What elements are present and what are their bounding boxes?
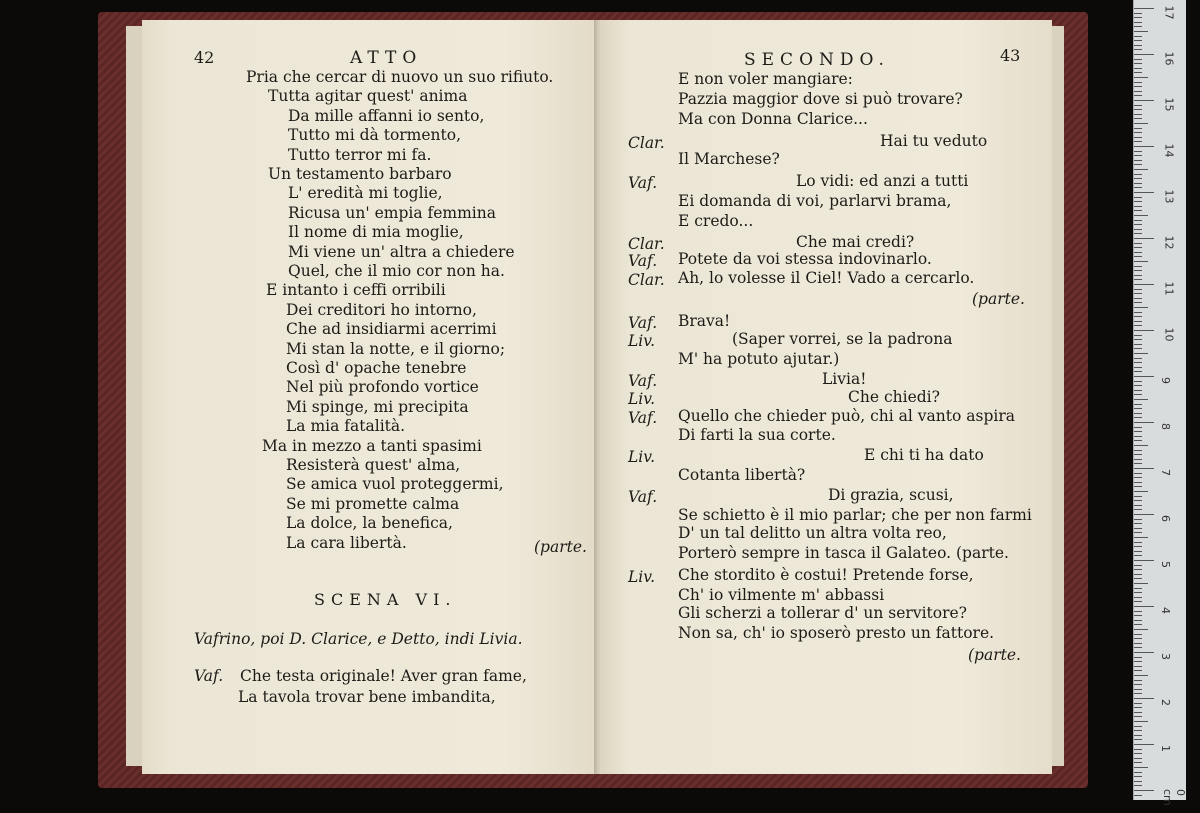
ruler-number: 2	[1159, 699, 1172, 706]
speaker-label: Vaf.	[628, 314, 658, 332]
verse-line: Un testamento barbaro	[268, 165, 452, 183]
ruler-tick	[1134, 233, 1142, 234]
ruler-tick	[1134, 17, 1142, 18]
ruler-tick	[1134, 417, 1142, 418]
ruler-tick	[1134, 362, 1142, 363]
ruler-tick	[1134, 155, 1142, 156]
dialogue-line: Che stordito è costui! Pretende forse,	[678, 566, 974, 584]
dialogue-line: Che chiedi?	[848, 388, 940, 406]
ruler-tick	[1134, 643, 1142, 644]
ruler-tick	[1134, 537, 1148, 538]
ruler-tick	[1134, 519, 1142, 520]
dialogue-line: Non sa, ch' io sposerò presto un fattore.	[678, 624, 995, 642]
ruler-tick	[1134, 8, 1154, 9]
ruler-tick	[1134, 54, 1154, 55]
exit-note: (parte.	[972, 290, 1025, 308]
ruler-tick	[1134, 758, 1142, 759]
ruler-tick	[1134, 238, 1154, 239]
ruler-tick	[1134, 146, 1154, 147]
ruler-tick	[1134, 601, 1142, 602]
ruler-tick	[1134, 381, 1142, 382]
ruler-tick	[1134, 13, 1142, 14]
speaker-label: Clar.	[628, 271, 665, 289]
speaker-label: Liv.	[628, 390, 656, 408]
ruler-tick	[1134, 551, 1142, 552]
ruler-tick	[1134, 413, 1142, 414]
speaker-label: Liv.	[628, 332, 656, 350]
ruler-tick	[1134, 59, 1142, 60]
speaker-label: Liv.	[628, 568, 656, 586]
ruler-tick	[1134, 703, 1142, 704]
ruler-tick	[1134, 440, 1142, 441]
ruler-tick	[1134, 477, 1142, 478]
ruler-number: 17	[1162, 5, 1176, 20]
ruler-tick	[1134, 670, 1142, 671]
ruler-tick	[1134, 473, 1142, 474]
ruler-tick	[1134, 36, 1142, 37]
ruler-tick	[1134, 689, 1142, 690]
ruler-tick	[1134, 744, 1154, 745]
dialogue-line: M' ha potuto ajutar.)	[678, 350, 840, 368]
ruler-number: 14	[1162, 143, 1176, 158]
ruler-tick	[1134, 546, 1142, 547]
ruler-tick	[1134, 772, 1142, 773]
verse-line: Pria che cercar di nuovo un suo rifiuto.	[246, 68, 554, 86]
verse-line: Che ad insidiarmi acerrimi	[286, 320, 497, 339]
ruler-tick	[1134, 371, 1142, 372]
dialogue-line: (Saper vorrei, se la padrona	[732, 330, 953, 348]
ruler-tick	[1134, 123, 1148, 124]
ruler-number: 15	[1162, 97, 1176, 112]
dialogue-line: Brava!	[678, 312, 731, 330]
ruler-tick	[1134, 698, 1154, 699]
ruler-tick	[1134, 31, 1148, 32]
ruler-number: 8	[1159, 423, 1172, 430]
ruler-tick	[1134, 532, 1142, 533]
running-head: SECONDO.	[744, 50, 890, 70]
scene-characters: Vafrino, poi D. Clarice, e Detto, indi Livia.	[194, 630, 523, 648]
page-number: 42	[194, 48, 215, 67]
measuring-ruler	[1133, 0, 1187, 806]
ruler-tick	[1134, 45, 1142, 46]
ruler-tick	[1134, 312, 1142, 313]
verse-line: La dolce, la benefica,	[286, 514, 453, 533]
ruler-tick	[1134, 187, 1142, 188]
dialogue-line: Hai tu veduto	[880, 132, 988, 150]
ruler-tick	[1134, 279, 1142, 280]
ruler-tick	[1134, 192, 1154, 193]
dialogue-line: Il Marchese?	[678, 150, 780, 168]
ruler-tick	[1134, 321, 1142, 322]
ruler-number: 10	[1162, 327, 1176, 342]
dialogue-line: Lo vidi: ed anzi a tutti	[796, 172, 969, 190]
ruler-tick	[1134, 367, 1142, 368]
ruler-tick	[1134, 256, 1142, 257]
verse-line: Il nome di mia moglie,	[288, 223, 464, 242]
ruler-tick	[1134, 325, 1142, 326]
dialogue-line: Cotanta libertà?	[678, 466, 806, 484]
ruler-tick	[1134, 289, 1142, 290]
ruler-tick	[1134, 353, 1148, 354]
ruler-number: 16	[1162, 51, 1176, 66]
ruler-number: 13	[1162, 189, 1176, 204]
ruler-tick	[1134, 652, 1154, 653]
verse-line: Dei creditori ho intorno,	[286, 300, 477, 319]
left-page	[142, 20, 598, 774]
speaker-label: Clar.	[628, 134, 665, 152]
ruler-tick	[1134, 583, 1148, 584]
ruler-tick	[1134, 647, 1142, 648]
ruler-tick	[1134, 445, 1148, 446]
ruler-tick	[1134, 302, 1142, 303]
ruler-tick	[1134, 500, 1142, 501]
exit-note: (parte.	[534, 538, 587, 556]
dialogue-line: Livia!	[822, 370, 867, 388]
verse-line: Se mi promette calma	[286, 494, 460, 513]
ruler-tick	[1134, 26, 1142, 27]
verse-line: Che testa originale! Aver gran fame,	[240, 667, 527, 685]
ruler-tick	[1134, 749, 1142, 750]
ruler-tick	[1134, 114, 1142, 115]
ruler-tick	[1134, 666, 1142, 667]
ruler-tick	[1134, 261, 1148, 262]
dialogue-line: Ei domanda di voi, parlarvi brama,	[678, 192, 952, 210]
ruler-tick	[1134, 675, 1148, 676]
ruler-tick	[1134, 712, 1142, 713]
ruler-tick	[1134, 514, 1154, 515]
ruler-tick	[1134, 505, 1142, 506]
ruler-tick	[1134, 468, 1154, 469]
ruler-tick	[1134, 463, 1142, 464]
ruler-tick	[1134, 592, 1142, 593]
verse-line: Ricusa un' empia femmina	[288, 203, 496, 222]
ruler-tick	[1134, 588, 1142, 589]
dialogue-line: E chi ti ha dato	[864, 446, 984, 464]
ruler-tick	[1134, 795, 1142, 796]
ruler-tick	[1134, 684, 1142, 685]
ruler-tick	[1134, 197, 1142, 198]
ruler-tick	[1134, 330, 1154, 331]
ruler-tick	[1134, 348, 1142, 349]
verse-line: Tutto terror mi fa.	[288, 145, 432, 164]
ruler-tick	[1134, 597, 1142, 598]
ruler-tick	[1134, 132, 1142, 133]
ruler-tick	[1134, 638, 1142, 639]
ruler-number: 9	[1159, 377, 1172, 384]
speaker-label: Vaf.	[628, 252, 658, 270]
ruler-tick	[1134, 183, 1142, 184]
page-number: 43	[1000, 46, 1021, 65]
ruler-number: 4	[1159, 607, 1172, 614]
verse-line: Tutta agitar quest' anima	[268, 87, 468, 106]
verse-line: Da mille affanni io sento,	[288, 106, 485, 125]
running-head: ATTO	[350, 48, 423, 68]
ruler-tick	[1134, 151, 1142, 152]
ruler-tick	[1134, 523, 1142, 524]
ruler-tick	[1134, 49, 1142, 50]
ruler-tick	[1134, 486, 1142, 487]
ruler-tick	[1134, 496, 1142, 497]
ruler-tick	[1134, 137, 1142, 138]
speaker-label: Clar.	[628, 235, 665, 253]
ruler-tick	[1134, 624, 1142, 625]
ruler-tick	[1134, 753, 1142, 754]
ruler-tick	[1134, 726, 1142, 727]
ruler-tick	[1134, 431, 1142, 432]
dialogue-line: Di farti la sua corte.	[678, 426, 836, 444]
ruler-number: 0 cm	[1161, 789, 1187, 806]
ruler-tick	[1134, 243, 1142, 244]
dialogue-line: Ah, lo volesse il Ciel! Vado a cercarlo.	[678, 269, 975, 287]
ruler-tick	[1134, 454, 1142, 455]
ruler-tick	[1134, 781, 1142, 782]
ruler-tick	[1134, 284, 1154, 285]
ruler-tick	[1134, 307, 1148, 308]
exit-note: (parte.	[968, 646, 1021, 664]
dialogue-line: Gli scherzi a tollerar d' un servitore?	[678, 604, 967, 622]
ruler-tick	[1134, 210, 1142, 211]
ruler-tick	[1134, 629, 1148, 630]
ruler-tick	[1134, 569, 1142, 570]
ruler-tick	[1134, 693, 1142, 694]
ruler-tick	[1134, 390, 1142, 391]
ruler-tick	[1134, 762, 1142, 763]
dialogue-line: Porterò sempre in tasca il Galateo. (parte.	[678, 544, 1009, 562]
dialogue-line: Quello che chieder può, chi al vanto aspira	[678, 407, 1015, 425]
ruler-tick	[1134, 427, 1142, 428]
ruler-tick	[1134, 86, 1142, 87]
ruler-number: 11	[1162, 281, 1176, 296]
right-page	[600, 20, 1052, 774]
ruler-tick	[1134, 459, 1142, 460]
ruler-number: 3	[1159, 653, 1172, 660]
ruler-tick	[1134, 77, 1148, 78]
verse-line: La cara libertà.	[286, 533, 407, 552]
dialogue-line: Se schietto è il mio parlar; che per non farmi	[678, 506, 1032, 524]
ruler-tick	[1134, 22, 1142, 23]
ruler-tick	[1134, 661, 1142, 662]
ruler-tick	[1134, 128, 1142, 129]
ruler-tick	[1134, 482, 1142, 483]
ruler-tick	[1134, 730, 1142, 731]
ruler-tick	[1134, 252, 1142, 253]
scene-heading: SCENA VI.	[314, 590, 457, 609]
ruler-tick	[1134, 169, 1148, 170]
ruler-tick	[1134, 528, 1142, 529]
ruler-tick	[1134, 215, 1148, 216]
ruler-tick	[1134, 63, 1142, 64]
ruler-tick	[1134, 266, 1142, 267]
verse-line: Resisterà quest' alma,	[286, 456, 461, 474]
ruler-tick	[1134, 270, 1142, 271]
ruler-tick	[1134, 201, 1142, 202]
speaker-label: Liv.	[628, 448, 656, 466]
ruler-tick	[1134, 615, 1142, 616]
ruler-tick	[1134, 224, 1142, 225]
dialogue-line: Ch' io vilmente m' abbassi	[678, 586, 885, 604]
ruler-tick	[1134, 578, 1142, 579]
ruler-tick	[1134, 776, 1142, 777]
ruler-tick	[1134, 40, 1142, 41]
dialogue-line: Che mai credi?	[796, 233, 915, 251]
dialogue-line: Ma con Donna Clarice...	[678, 110, 868, 128]
ruler-tick	[1134, 275, 1142, 276]
ruler-tick	[1134, 109, 1142, 110]
ruler-tick	[1134, 680, 1142, 681]
ruler-tick	[1134, 118, 1142, 119]
ruler-tick	[1134, 100, 1154, 101]
ruler-tick	[1134, 385, 1142, 386]
ruler-tick	[1134, 247, 1142, 248]
ruler-tick	[1134, 293, 1142, 294]
ruler-tick	[1134, 542, 1142, 543]
ruler-number: 6	[1159, 515, 1172, 522]
speaker-label: Vaf.	[628, 372, 658, 390]
ruler-tick	[1134, 716, 1142, 717]
ruler-number: 12	[1162, 235, 1176, 250]
ruler-tick	[1134, 721, 1148, 722]
ruler-tick	[1134, 422, 1154, 423]
ruler-number: 1	[1159, 745, 1172, 752]
dialogue-line: Pazzia maggior dove si può trovare?	[678, 90, 963, 108]
ruler-tick	[1134, 565, 1142, 566]
ruler-tick	[1134, 160, 1142, 161]
verse-line: Così d' opache tenebre	[286, 359, 467, 377]
dialogue-line: E non voler mangiare:	[678, 70, 853, 88]
ruler-tick	[1134, 82, 1142, 83]
verse-line: Ma in mezzo a tanti spasimi	[262, 436, 482, 455]
ruler-tick	[1134, 555, 1142, 556]
speaker-label: Vaf.	[628, 174, 658, 192]
ruler-tick	[1134, 178, 1142, 179]
ruler-tick	[1134, 220, 1142, 221]
ruler-tick	[1134, 91, 1142, 92]
dialogue-line: Di grazia, scusi,	[828, 486, 954, 504]
ruler-tick	[1134, 358, 1142, 359]
ruler-number: 5	[1159, 561, 1172, 568]
speaker-label: Vaf.	[194, 667, 224, 685]
ruler-tick	[1134, 404, 1142, 405]
ruler-tick	[1134, 707, 1142, 708]
ruler-tick	[1134, 344, 1142, 345]
ruler-tick	[1134, 95, 1142, 96]
ruler-tick	[1134, 164, 1142, 165]
ruler-tick	[1134, 174, 1142, 175]
speaker-label: Vaf.	[628, 488, 658, 506]
ruler-tick	[1134, 767, 1148, 768]
ruler-tick	[1134, 399, 1148, 400]
ruler-tick	[1134, 394, 1142, 395]
ruler-tick	[1134, 657, 1142, 658]
ruler-tick	[1134, 376, 1154, 377]
ruler-tick	[1134, 509, 1142, 510]
verse-line: Quel, che il mio cor non ha.	[288, 262, 505, 280]
dialogue-line: E credo...	[678, 212, 754, 230]
ruler-tick	[1134, 785, 1142, 786]
verse-line: E intanto i ceffi orribili	[266, 281, 446, 300]
ruler-tick	[1134, 298, 1142, 299]
ruler-number: 7	[1159, 469, 1172, 476]
ruler-tick	[1134, 72, 1142, 73]
ruler-tick	[1134, 141, 1142, 142]
dialogue-line: D' un tal delitto un altra volta reo,	[678, 524, 947, 542]
verse-line: L' eredità mi toglie,	[288, 184, 443, 203]
ruler-tick	[1134, 620, 1142, 621]
ruler-tick	[1134, 611, 1142, 612]
verse-line: La tavola trovar bene imbandita,	[238, 688, 496, 706]
ruler-tick	[1134, 339, 1142, 340]
ruler-tick	[1134, 105, 1142, 106]
verse-line: Tutto mi dà tormento,	[288, 126, 462, 145]
ruler-tick	[1134, 574, 1142, 575]
verse-line: Se amica vuol proteggermi,	[286, 475, 504, 494]
ruler-tick	[1134, 229, 1142, 230]
ruler-tick	[1134, 790, 1154, 791]
verse-line: Mi spinge, mi precipita	[286, 397, 469, 416]
ruler-tick	[1134, 739, 1142, 740]
ruler-tick	[1134, 450, 1142, 451]
ruler-tick	[1134, 335, 1142, 336]
ruler-tick	[1134, 436, 1142, 437]
speaker-label: Vaf.	[628, 409, 658, 427]
verse-line: La mia fatalità.	[286, 417, 406, 436]
ruler-tick	[1134, 606, 1154, 607]
ruler-tick	[1134, 560, 1154, 561]
ruler-tick	[1134, 491, 1148, 492]
dialogue-line: Potete da voi stessa indovinarlo.	[678, 250, 932, 268]
ruler-tick	[1134, 206, 1142, 207]
verse-line: Mi viene un' altra a chiedere	[288, 242, 515, 261]
ruler-tick	[1134, 68, 1142, 69]
verse-line: Nel più profondo vortice	[286, 378, 479, 397]
ruler-tick	[1134, 408, 1142, 409]
ruler-tick	[1134, 634, 1142, 635]
verse-line: Mi stan la notte, e il giorno;	[286, 339, 506, 358]
ruler-tick	[1134, 735, 1142, 736]
ruler-tick	[1134, 316, 1142, 317]
